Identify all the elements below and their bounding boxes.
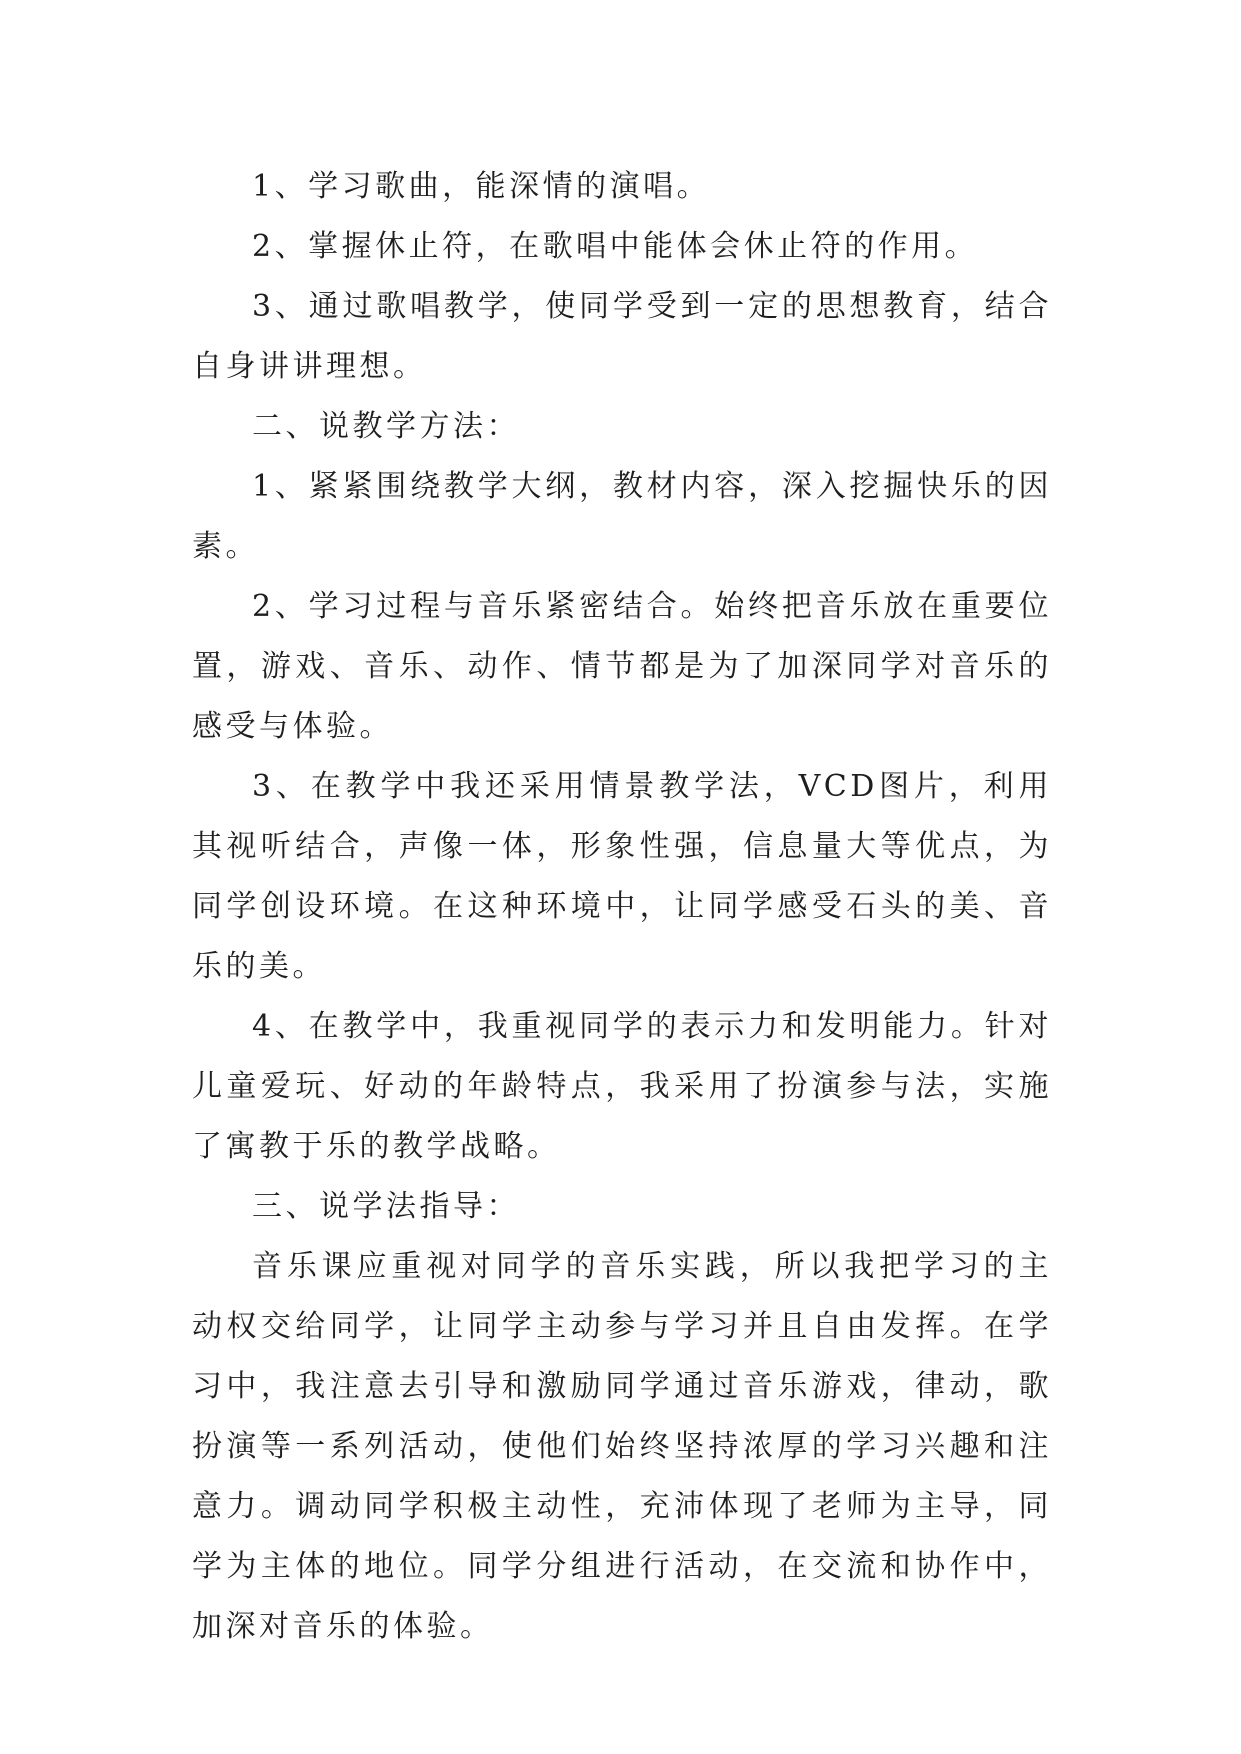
- learning-guidance-text: 音乐课应重视对同学的音乐实践，所以我把学习的主动权交给同学，让同学主动参与学习并且自由发挥。在学习中，我注意去引导和激励同学通过音乐游戏，律动，歌扮演等一系列活动，使他们始终坚持浓厚的学习兴趣和注意力。调动同学积极主动性，充沛体现了老师为主导，同学为主体的地位。同学分组进行活动，在交流和协作中，加深对音乐的体验。: [192, 1249, 1052, 1644]
- objective-2: 2、掌握休止符，在歌唱中能体会休止符的作用。: [252, 229, 979, 264]
- document-body: [192, 157, 1052, 1657]
- section-heading-learning-guidance: 三、说学法指导：: [252, 1189, 520, 1224]
- method-1: 1、紧紧围绕教学大纲，教材内容，深入挖掘快乐的因素。: [192, 469, 1052, 564]
- objective-3: 3、通过歌唱教学，使同学受到一定的思想教育，结合自身讲讲理想。: [192, 289, 1052, 384]
- objective-1: 1、学习歌曲，能深情的演唱。: [252, 169, 711, 204]
- method-4: 4、在教学中，我重视同学的表示力和发明能力。针对儿童爱玩、好动的年龄特点，我采用了扮演参与法，实施了寓教于乐的教学战略。: [192, 1009, 1052, 1164]
- method-3: 3、在教学中我还采用情景教学法，VCD图片，利用其视听结合，声像一体，形象性强，信息量大等优点，为同学创设环境。在这种环境中，让同学感受石头的美、音乐的美。: [192, 769, 1052, 984]
- section-heading-teaching-methods: 二、说教学方法：: [252, 409, 520, 444]
- method-2: 2、学习过程与音乐紧密结合。始终把音乐放在重要位置，游戏、音乐、动作、情节都是为了加深同学对音乐的感受与体验。: [192, 589, 1052, 744]
